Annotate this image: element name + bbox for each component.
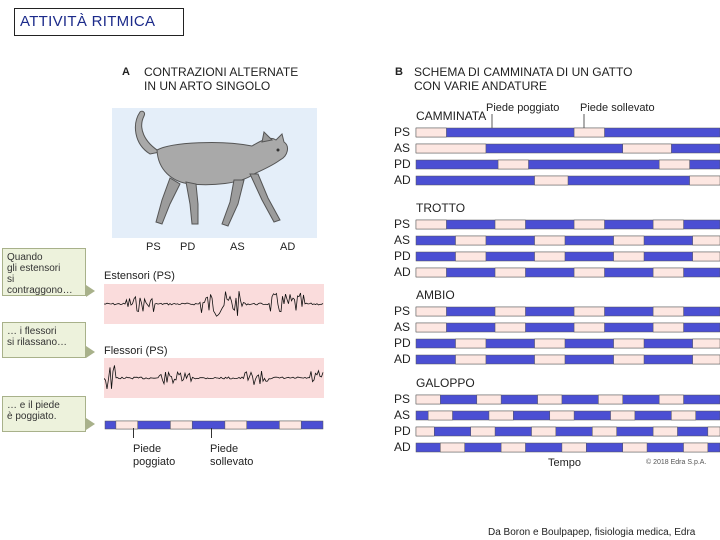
gait-2-row-0-swing-2 bbox=[574, 307, 604, 316]
gait-2-row-1-swing-0 bbox=[416, 323, 446, 332]
gait-2-row-3-swing-2 bbox=[614, 355, 644, 364]
gait-0-limb-label-2: PD bbox=[394, 157, 411, 171]
flexors-label: Flessori (PS) bbox=[104, 345, 168, 357]
callout-3-arrow bbox=[86, 418, 95, 430]
gait-2-row-0-swing-3 bbox=[653, 307, 683, 316]
cat-illustration bbox=[112, 104, 322, 244]
gait-3-row-1-swing-4 bbox=[671, 411, 695, 420]
gait-1-row-1-swing-1 bbox=[535, 236, 565, 245]
callout-1-line2: gli estensori bbox=[7, 263, 61, 274]
gait-1-row-0-swing-1 bbox=[495, 220, 525, 229]
annotation-planted: Piede poggiato bbox=[486, 102, 560, 114]
gait-3-limb-label-3: AD bbox=[394, 440, 411, 454]
limb-label-as: AS bbox=[230, 241, 245, 253]
gait-1-row-1-swing-0 bbox=[456, 236, 486, 245]
limb-label-ps: PS bbox=[146, 241, 161, 253]
gait-1-row-1-swing-2 bbox=[614, 236, 644, 245]
callout-foot-planted bbox=[2, 396, 86, 432]
gait-3-row-2-swing-2 bbox=[532, 427, 556, 436]
gait-3-row-2-swing-3 bbox=[592, 427, 616, 436]
gait-title-0: CAMMINATA bbox=[416, 110, 487, 123]
planted-label bbox=[133, 443, 175, 469]
callout-2-arrow bbox=[86, 346, 95, 358]
panel-a-heading-line1: CONTRAZIONI ALTERNATE bbox=[144, 65, 299, 79]
panel-b-letter: B bbox=[395, 66, 403, 78]
gait-3-row-2-swing-5 bbox=[708, 427, 720, 436]
lifted-label bbox=[210, 443, 253, 469]
copyright-notice: © 2018 Edra S.p.A. bbox=[646, 459, 707, 466]
gait-3-row-2-swing-1 bbox=[471, 427, 495, 436]
panel-b-heading-line1: SCHEMA DI CAMMINATA DI UN GATTO bbox=[414, 65, 633, 79]
gait-3-row-0-swing-0 bbox=[416, 395, 440, 404]
flexors-emg-line bbox=[104, 365, 323, 389]
panel-a-bar-swing-3 bbox=[279, 421, 301, 429]
gait-2-row-3-swing-3 bbox=[693, 355, 720, 364]
extensors-label: Estensori (PS) bbox=[104, 270, 175, 282]
gait-0-row-2-swing-1 bbox=[659, 160, 689, 169]
gait-2-row-2-swing-0 bbox=[456, 339, 486, 348]
lifted-label-line1: Piede bbox=[210, 443, 239, 455]
limb-label-ad: AD bbox=[280, 241, 296, 253]
panel-a-heading-line2: IN UN ARTO SINGOLO bbox=[144, 79, 271, 93]
callout-2-line2: si rilassano… bbox=[7, 337, 68, 348]
panel-a-letter: A bbox=[122, 66, 130, 78]
planted-label-line2: poggiato bbox=[133, 456, 176, 468]
panel-a-bar-swing-2 bbox=[225, 421, 247, 429]
gait-1-row-2-swing-1 bbox=[535, 252, 565, 261]
gait-3-row-2-swing-0 bbox=[416, 427, 434, 436]
callout-3-line1: … e il piede bbox=[7, 400, 60, 411]
gait-2-limb-label-2: PD bbox=[394, 336, 411, 350]
gait-3-limb-label-2: PD bbox=[394, 424, 411, 438]
extensors-emg-line bbox=[104, 291, 323, 316]
gait-3-row-0-swing-2 bbox=[538, 395, 562, 404]
gait-1-row-0-swing-3 bbox=[653, 220, 683, 229]
panel-b-heading bbox=[414, 65, 632, 93]
limb-label-pd: PD bbox=[180, 241, 196, 253]
gait-0-row-0-swing-1 bbox=[574, 128, 604, 137]
lifted-label-line2: sollevato bbox=[210, 456, 254, 468]
gait-3-row-3-swing-1 bbox=[501, 443, 525, 452]
gait-0-row-0-swing-0 bbox=[416, 128, 446, 137]
gait-3-row-0-swing-1 bbox=[477, 395, 501, 404]
gait-1-limb-label-3: AD bbox=[394, 265, 411, 279]
gait-0-row-3-swing-0 bbox=[535, 176, 568, 185]
gait-0-row-2-swing-0 bbox=[498, 160, 528, 169]
gait-2-row-1-swing-1 bbox=[495, 323, 525, 332]
flexors-emg-trace bbox=[104, 358, 324, 398]
gait-3-row-3-swing-0 bbox=[440, 443, 464, 452]
gait-1-row-0-swing-2 bbox=[574, 220, 604, 229]
gait-2-limb-label-0: PS bbox=[394, 304, 411, 318]
gait-0-row-1-swing-1 bbox=[623, 144, 672, 153]
gait-3-row-1-swing-3 bbox=[611, 411, 635, 420]
gait-2-row-2-swing-2 bbox=[614, 339, 644, 348]
gait-0-row-3-swing-1 bbox=[690, 176, 720, 185]
annotation-lifted: Piede sollevato bbox=[580, 102, 655, 114]
gait-2-row-1-swing-2 bbox=[574, 323, 604, 332]
callout-3-line2: è poggiato. bbox=[7, 411, 57, 422]
gait-3-row-1-swing-1 bbox=[489, 411, 513, 420]
panel-a-bar-swing-0 bbox=[116, 421, 138, 429]
source-credit: Da Boron e Boulpapep, fisiologia medica, Edra bbox=[488, 527, 696, 538]
callout-1-line3: si contraggono… bbox=[7, 274, 73, 296]
gait-2-limb-label-3: AD bbox=[394, 352, 411, 366]
gait-3-row-3-swing-3 bbox=[623, 443, 647, 452]
panel-a-heading bbox=[144, 65, 298, 93]
gait-0-limb-label-0: PS bbox=[394, 125, 411, 139]
callout-1-line1: Quando bbox=[7, 252, 43, 263]
gait-1-row-2-swing-0 bbox=[456, 252, 486, 261]
gait-2-row-3-swing-0 bbox=[456, 355, 486, 364]
gait-2-row-2-swing-1 bbox=[535, 339, 565, 348]
gait-1-row-0-swing-0 bbox=[416, 220, 446, 229]
slide-title-box bbox=[14, 8, 184, 36]
gait-2-row-1-swing-3 bbox=[653, 323, 683, 332]
gait-2-row-2-swing-3 bbox=[693, 339, 720, 348]
gait-2-row-3-swing-1 bbox=[535, 355, 565, 364]
gait-2-limb-label-1: AS bbox=[394, 320, 411, 334]
gait-1-limb-label-0: PS bbox=[394, 217, 411, 231]
panel-b-heading-line2: CON VARIE ANDATURE bbox=[414, 79, 547, 93]
gait-1-limb-label-1: AS bbox=[394, 233, 411, 247]
gait-3-row-1-swing-0 bbox=[428, 411, 452, 420]
gait-1-row-3-swing-2 bbox=[574, 268, 604, 277]
gait-1-row-3-swing-1 bbox=[495, 268, 525, 277]
gait-3-row-1-swing-2 bbox=[550, 411, 574, 420]
gait-0-row-0-stance bbox=[416, 128, 720, 137]
gait-3-limb-label-0: PS bbox=[394, 392, 411, 406]
gait-3-row-0-swing-4 bbox=[659, 395, 683, 404]
gait-1-row-2-swing-2 bbox=[614, 252, 644, 261]
gait-3-limb-label-1: AS bbox=[394, 408, 411, 422]
gait-1-row-1-swing-3 bbox=[693, 236, 720, 245]
gait-2-row-0-swing-0 bbox=[416, 307, 446, 316]
planted-label-line1: Piede bbox=[133, 443, 162, 455]
lifted-tick bbox=[211, 428, 212, 438]
time-label: Tempo bbox=[548, 457, 582, 469]
gait-0-limb-label-1: AS bbox=[394, 141, 411, 155]
stance-bar-panel-a bbox=[104, 420, 326, 430]
gait-title-1: TROTTO bbox=[416, 201, 466, 215]
callout-1-arrow bbox=[86, 285, 95, 297]
gait-diagram bbox=[390, 110, 720, 455]
gait-3-row-0-swing-3 bbox=[598, 395, 622, 404]
callout-flexors-relax bbox=[2, 322, 86, 358]
gait-2-row-0-swing-1 bbox=[495, 307, 525, 316]
slide-title: ATTIVITÀ RITMICA bbox=[20, 13, 156, 30]
gait-1-row-3-swing-3 bbox=[653, 268, 683, 277]
callout-extensors-contract bbox=[2, 248, 86, 296]
planted-tick bbox=[133, 428, 134, 438]
gait-1-row-2-swing-3 bbox=[693, 252, 720, 261]
gait-1-row-3-swing-0 bbox=[416, 268, 446, 277]
gait-title-3: GALOPPO bbox=[416, 376, 475, 390]
gait-title-2: AMBIO bbox=[416, 288, 455, 302]
gait-0-row-1-swing-0 bbox=[416, 144, 486, 153]
gait-3-row-2-swing-4 bbox=[653, 427, 677, 436]
gait-3-row-3-swing-2 bbox=[562, 443, 586, 452]
extensors-emg-trace bbox=[104, 284, 324, 324]
callout-2-line1: … i flessori bbox=[7, 326, 57, 337]
gait-0-limb-label-3: AD bbox=[394, 173, 411, 187]
gait-1-limb-label-2: PD bbox=[394, 249, 411, 263]
panel-a-bar-swing-1 bbox=[170, 421, 192, 429]
gait-3-row-3-swing-4 bbox=[684, 443, 708, 452]
